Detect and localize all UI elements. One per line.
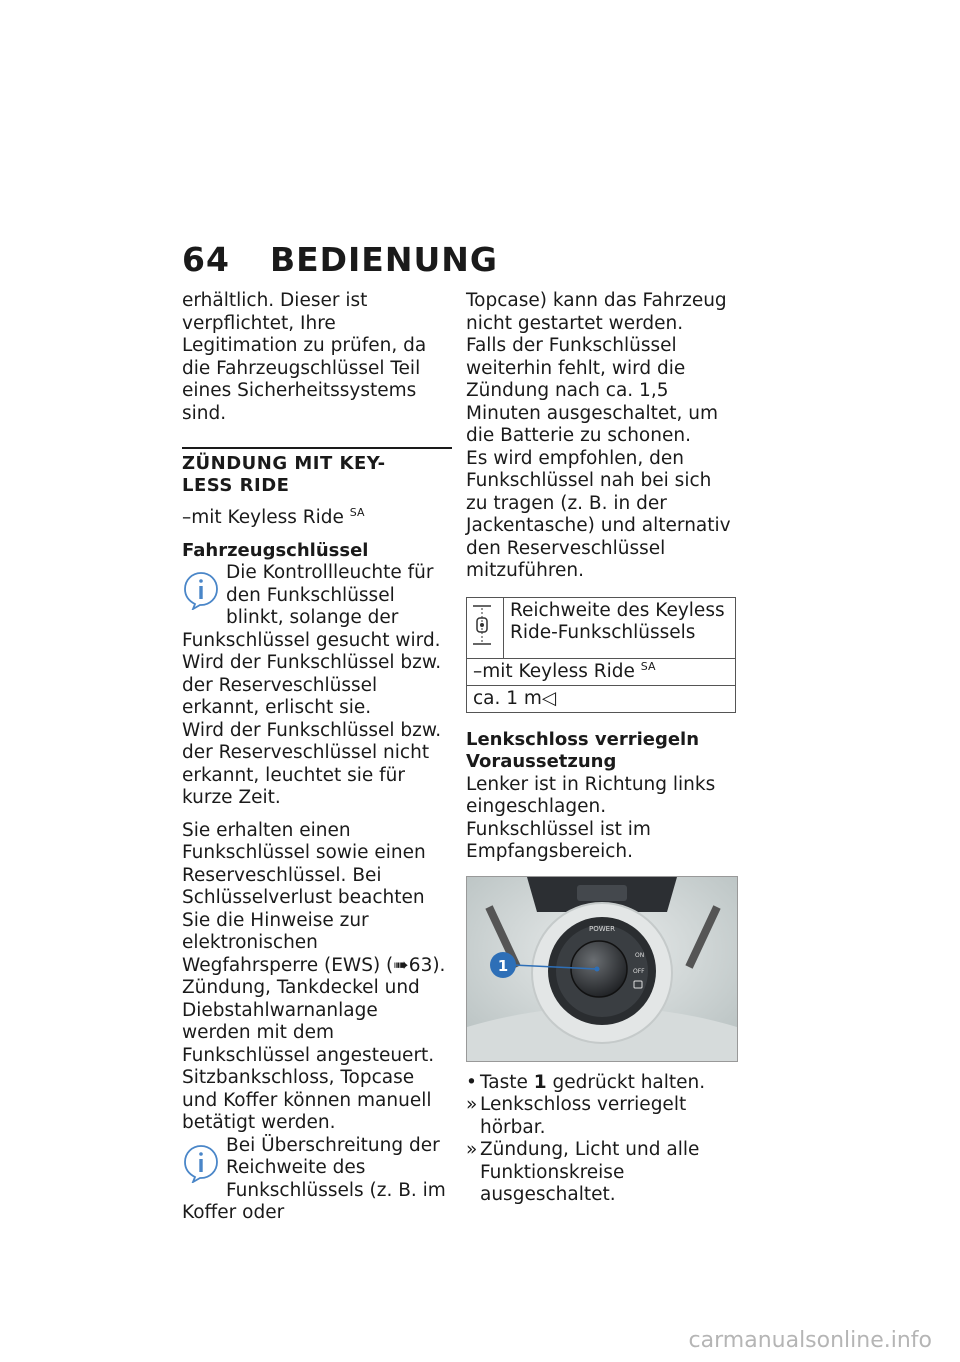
info-text-1: Die Kontrollleuchte für den Funkschlüssel blinkt, solange der Funkschlüssel gesucht wird.	[182, 562, 441, 651]
callout-number: 1	[497, 956, 509, 975]
option-sup: SA	[349, 506, 365, 519]
spec-value: ca. 1 m◁	[467, 685, 736, 712]
spec-option-sup: SA	[640, 659, 656, 673]
page-title: BEDIENUNG	[269, 240, 498, 279]
reference-arrow-icon: ➠	[393, 954, 409, 976]
intro-paragraph: erhältlich. Dieser ist verpflichtet, Ihre Legitimation zu prüfen, da die Fahrzeugschlüssel Teil eines Sicherheitssystems sind.	[182, 290, 427, 424]
info-note-2	[182, 1135, 452, 1225]
paragraph-controls: Zündung, Tankdeckel und Diebstahlwarnanlage werden mit dem Funkschlüssel angesteuert. Sitzbankschloss, Topcase und Koffer können manuell betätigt werden.	[182, 977, 435, 1133]
info-text-2: Bei Überschreitung der Reichweite des Funkschlüssels (z. B. im Koffer oder	[182, 1134, 446, 1223]
on-label: ON	[635, 951, 645, 959]
sub-heading: Fahrzeugschlüssel	[182, 539, 369, 561]
spec-title: Reichweite des Keyless Ride-Funkschlüssels	[504, 597, 736, 658]
option-text: –mit Keyless Ride	[182, 507, 344, 528]
paragraph-timeout: Falls der Funkschlüssel weiterhin fehlt, wird die Zündung nach ca. 1,5 Minuten ausgeschaltet, um die Batterie zu schonen.	[466, 335, 719, 446]
paragraph-recognized: Wird der Funkschlüssel bzw. der Reserveschlüssel erkannt, erlischt sie.	[182, 652, 442, 718]
continued-paragraph: Topcase) kann das Fahrzeug nicht gestartet werden.	[466, 290, 727, 334]
section-heading	[182, 447, 452, 497]
step-button-number: 1	[533, 1071, 547, 1093]
paragraph-not-recognized: Wird der Funkschlüssel bzw. der Reserveschlüssel nicht erkannt, leuchtet sie für kurze Zeit.	[182, 719, 442, 808]
spec-option-text: –mit Keyless Ride	[473, 660, 635, 682]
result-item	[466, 1094, 736, 1139]
page-number: 64	[182, 240, 230, 279]
left-column	[182, 290, 452, 1225]
power-label: POWER	[589, 924, 615, 933]
step-text-post: gedrückt halten.	[546, 1071, 706, 1093]
footer-watermark: carmanualsonline.info	[688, 1328, 932, 1353]
step-text-pre: Taste	[480, 1071, 534, 1093]
spec-option	[467, 658, 736, 685]
info-note-1	[182, 562, 452, 652]
prerequisite-text: Lenker ist in Richtung links eingeschlagen. Funkschlüssel ist im Empfangsbereich.	[466, 773, 716, 862]
page-reference[interactable]: 63).	[408, 954, 446, 976]
section-title-line1: ZÜNDUNG MIT KEY-	[182, 453, 386, 474]
option-line	[182, 507, 452, 530]
right-column	[466, 290, 736, 1207]
result-text: Zündung, Licht und alle Funktionskreise ausgeschaltet.	[480, 1139, 700, 1205]
result-marker: »	[466, 1094, 478, 1115]
step-bullet: •	[466, 1071, 477, 1093]
result-text: Lenkschloss verriegelt hörbar.	[480, 1094, 687, 1138]
key-range-icon	[471, 604, 493, 646]
paragraph-recommendation: Es wird empfohlen, den Funkschlüssel nah bei sich zu tragen (z. B. in der Jackentasche) und alternativ den Reserveschlüssel mitzuführen.	[466, 447, 731, 581]
result-marker: »	[466, 1139, 478, 1160]
info-icon	[182, 570, 220, 610]
step-item	[466, 1072, 736, 1095]
info-icon	[182, 1143, 220, 1183]
spec-table	[466, 597, 736, 713]
page-header	[182, 240, 498, 279]
heading-steering-lock: Lenkschloss verriegeln	[466, 728, 700, 750]
paragraph-keys	[182, 820, 452, 978]
off-label: OFF	[633, 967, 645, 975]
prerequisite-heading: Voraussetzung	[466, 751, 617, 772]
ignition-switch-illustration	[467, 877, 737, 1061]
result-item	[466, 1139, 736, 1207]
paragraph-keys-text: Sie erhalten einen Funkschlüssel sowie einen Reserveschlüssel. Bei Schlüsselverlust beachten Sie die Hinweise zur elektronischen Wegfahrsperre (EWS) (	[182, 819, 426, 976]
spec-icon-cell	[467, 597, 504, 658]
ignition-switch-figure	[466, 876, 738, 1062]
section-title-line2: LESS RIDE	[182, 475, 290, 496]
